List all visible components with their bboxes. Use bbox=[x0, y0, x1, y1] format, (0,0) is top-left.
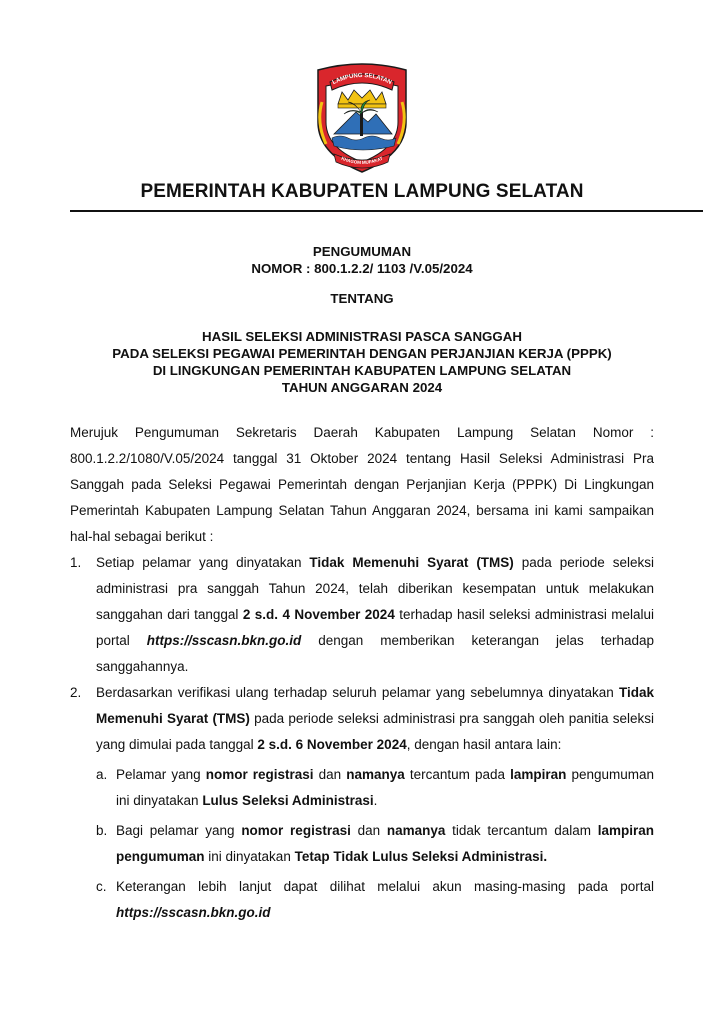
subject-line: DI LINGKUNGAN PEMERINTAH KABUPATEN LAMPUNG SELATAN bbox=[152, 363, 572, 378]
sub-item-letter: c. bbox=[96, 879, 107, 894]
tentang-heading: TENTANG bbox=[330, 291, 394, 306]
announcement-number: NOMOR : 800.1.2.2/ 1103 /V.05/2024 bbox=[251, 261, 473, 276]
announcement-body bbox=[70, 420, 654, 926]
bold-text: 2 s.d. 6 November 2024 bbox=[257, 737, 407, 752]
announcement-heading bbox=[0, 243, 724, 277]
sub-item-c: c. Keterangan lebih lanjut dapat dilihat melalui akun masing-masing pada portal https://sscasn.bkn.go.id bbox=[96, 874, 654, 926]
bold-text: 2 s.d. 4 November 2024 bbox=[242, 607, 395, 622]
subject-line: PADA SELEKSI PEGAWAI PEMERINTAH DENGAN PERJANJIAN KERJA (PPPK) bbox=[112, 346, 612, 361]
sub-item-letter: a. bbox=[96, 767, 108, 782]
announcement-label: PENGUMUMAN bbox=[312, 244, 412, 259]
list-number: 1. bbox=[70, 555, 82, 570]
emblem-top-text: LAMPUNG SELATAN bbox=[331, 72, 393, 87]
intro-paragraph: Merujuk Pengumuman Sekretaris Daerah Kabupaten Lampung Selatan Nomor : 800.1.2.2/1080/V.05/2024 tanggal 31 Oktober 2024 tentang Hasil Seleksi Administrasi Pra Sanggah pada Seleksi Pegawai Pemerintah dengan Perjanjian Kerja (PPPK) Di Lingkungan Pemerintah Kabupaten Lampung Selatan Tahun Anggaran 2024, bersama ini kami sampaikan hal-hal sebagai berikut : bbox=[70, 425, 654, 544]
header-divider bbox=[70, 210, 703, 212]
list-item-2: 2. Berdasarkan verifikasi ulang terhadap seluruh pelamar yang sebelumnya dinyatakan Tidak Memenuhi Syarat (TMS) pada periode seleksi administrasi pra sanggah oleh panitia seleksi yang dimulai pada tanggal 2 s.d. 6 November 2024, dengan hasil antara lain: a. Pelamar yang nomor registrasi dan namanya tercantum pada lampiran pengumuman ini dinyatakan Lulus Seleksi Administrasi. b. Bagi pelamar yang nomor registrasi dan namanya tidak tercantum dalam lampiran pengumuman ini dinyatakan Tetap Tidak Lulus Seleksi Administrasi. c. Keterangan lebih lanjut dapat dilihat melalui akun masing-masing pada portal https://sscasn.bkn.go.id bbox=[70, 680, 654, 926]
organization-title: PEMERINTAH KABUPATEN LAMPUNG SELATAN bbox=[140, 181, 584, 202]
emblem-bottom-text: KHAGOM MUFAKAT bbox=[340, 155, 384, 166]
sub-item-a: a. Pelamar yang nomor registrasi dan namanya tercantum pada lampiran pengumuman ini dinyatakan Lulus Seleksi Administrasi. bbox=[96, 762, 654, 814]
sub-item-b: b. Bagi pelamar yang nomor registrasi dan namanya tidak tercantum dalam lampiran pengumuman ini dinyatakan Tetap Tidak Lulus Seleksi Administrasi. bbox=[96, 818, 654, 870]
portal-link[interactable]: https://sscasn.bkn.go.id bbox=[116, 905, 271, 920]
list-item-1: 1. Setiap pelamar yang dinyatakan Tidak Memenuhi Syarat (TMS) pada periode seleksi administrasi pra sanggah Tahun 2024, telah diberikan kesempatan untuk melakukan sanggahan dari tanggal 2 s.d. 4 November 2024 terhadap hasil seleksi administrasi melalui portal https://sscasn.bkn.go.id dengan memberikan keterangan jelas terhadap sanggahannya. bbox=[70, 550, 654, 680]
subject-line: HASIL SELEKSI ADMINISTRASI PASCA SANGGAH bbox=[202, 329, 522, 344]
portal-link[interactable]: https://sscasn.bkn.go.id bbox=[146, 633, 302, 648]
list-number: 2. bbox=[70, 685, 82, 700]
lampung-selatan-emblem bbox=[312, 62, 412, 174]
subject-heading bbox=[0, 328, 724, 396]
subject-line: TAHUN ANGGARAN 2024 bbox=[281, 380, 443, 395]
bold-text: Tidak Memenuhi Syarat (TMS) bbox=[96, 685, 654, 726]
sub-item-letter: b. bbox=[96, 823, 108, 838]
bold-text: Tidak Memenuhi Syarat (TMS) bbox=[309, 555, 514, 570]
